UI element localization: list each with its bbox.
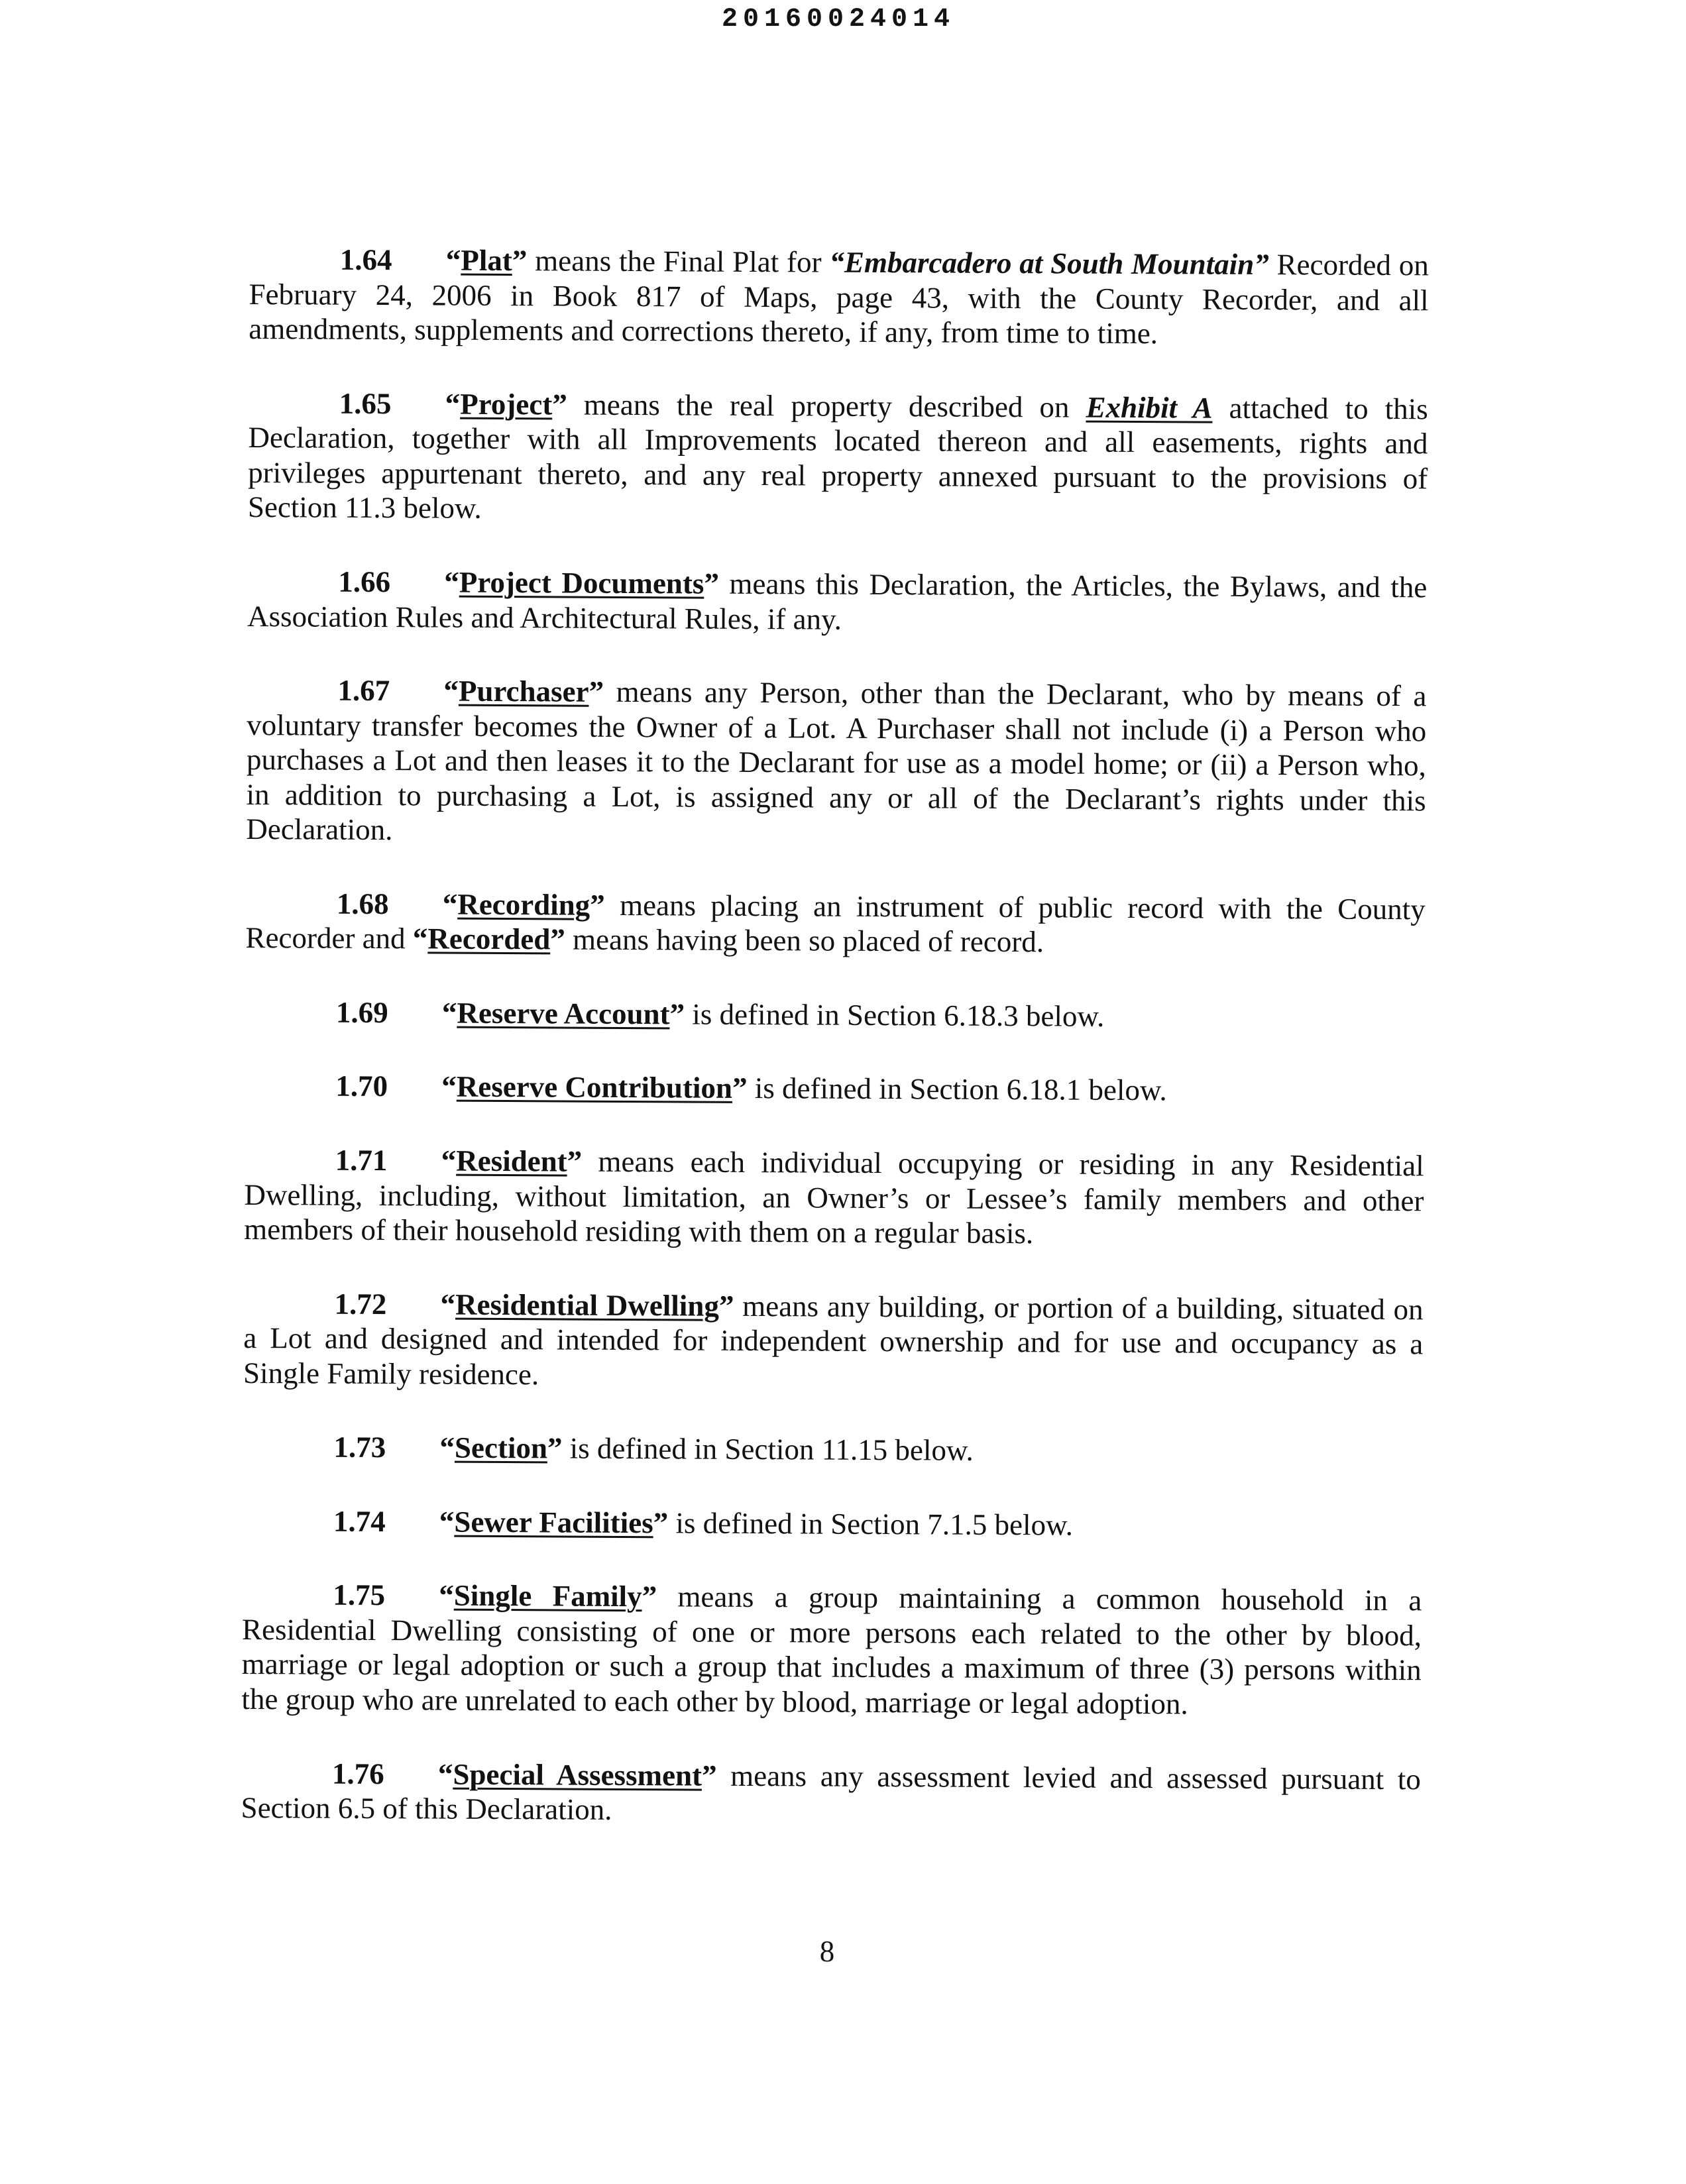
text-line [247,742,1426,783]
section-number: 1.75 [333,1578,386,1612]
definition-1-69 [245,995,1425,1036]
body-text: Declaration, together with all Improvements located thereon and all easements, rights and [248,421,1428,461]
text-line [242,1577,1422,1618]
text-line [242,1612,1422,1653]
text-line [245,1068,1424,1109]
quote-mark: “ [412,922,428,956]
text-line [245,920,1425,961]
body-text: Association Rules and Architectural Rules, if any. [247,599,842,636]
text-line [241,1682,1421,1723]
defined-term: Section [454,1431,548,1465]
defined-term: Special Assessment [453,1757,702,1792]
definition-1-64 [249,242,1429,353]
definition-1-67 [246,673,1426,853]
quote-mark: ” [552,388,567,421]
text-line [245,995,1425,1036]
text-line [243,1429,1422,1470]
section-number: 1.73 [333,1430,386,1464]
definition-1-74 [243,1503,1422,1545]
defined-term: Residential Dwelling [455,1287,720,1323]
quote-mark: “ [437,1757,453,1791]
body-text: is defined in Section 11.15 below. [562,1431,974,1468]
body-text: amendments, supplements and corrections thereto, if any, from time to time. [249,312,1158,351]
text-line [244,1212,1424,1253]
body-text: is defined in Section 6.18.3 below. [684,997,1105,1033]
body-text: means this Declaration, the Articles, the Bylaws, and the [718,567,1428,604]
body-text: is defined in Section 7.1.5 below. [668,1506,1074,1542]
section-number: 1.66 [338,565,391,599]
text-line [247,673,1426,714]
quote-mark: ” [701,1759,717,1792]
text-line [241,1790,1420,1831]
body-text: Dwelling, including, without limitation, an Owner’s or Lessee’s family members and other [244,1177,1424,1217]
quote-mark: “ [441,1144,457,1177]
quote-mark: ” [589,675,604,708]
text-line [248,490,1428,531]
text-line [248,420,1428,461]
body-text: Residential Dwelling consisting of one or more persons each related to the other by blood, [241,1612,1422,1653]
section-number: 1.76 [331,1757,384,1790]
defined-term: Single Family [453,1578,642,1613]
quote-mark: “ [443,674,459,708]
body-text: Recorder and [245,921,414,956]
text-line [246,777,1426,818]
body-text: privileges appurtenant thereto, and any real property annexed pursuant to the provisions of [248,455,1428,496]
text-line [246,812,1426,853]
quote-mark: ” [590,888,605,922]
defined-term: Resident [456,1144,567,1178]
quote-mark: “ [441,1069,457,1104]
body-text: Section 6.5 of this Declaration. [241,1791,612,1826]
emphasized-text: “Embarcadero at South Mountain” [829,245,1269,282]
section-number: 1.69 [335,995,388,1030]
body-text: means any assessment levied and assessed pursuant to [716,1759,1422,1796]
definition-1-66 [247,564,1428,640]
recording-number: 20160024014 [721,5,956,34]
text-line [244,1177,1424,1218]
definition-1-72 [243,1286,1424,1397]
section-number: 1.74 [333,1504,386,1538]
quote-mark: “ [441,996,457,1030]
text-line [249,242,1429,283]
defined-term: Purchaser [458,674,589,708]
definition-1-68 [245,886,1426,962]
body-text: Single Family residence. [243,1356,539,1392]
definition-1-70 [245,1068,1424,1109]
defined-term: Recorded [427,922,551,956]
quote-mark: ” [547,1431,563,1465]
page-number: 8 [819,1935,835,1968]
text-line [245,1142,1424,1183]
body-text: means the real property described on [567,388,1086,424]
text-line [247,564,1427,605]
body-text: the group who are unrelated to each other by blood, marriage or legal adoption. [241,1682,1188,1721]
section-number: 1.72 [334,1287,387,1321]
defined-term: Project Documents [459,565,704,600]
text-line [243,1321,1423,1362]
text-line [249,386,1428,427]
body-text: Section 11.3 below. [247,490,482,525]
text-line [241,1755,1421,1796]
quote-mark: “ [439,1431,455,1464]
defined-term: Reserve Account [457,996,670,1031]
quote-mark: ” [718,1289,734,1323]
section-number: 1.71 [335,1143,388,1177]
body-text: Declaration. [246,812,393,847]
text-line [249,277,1428,318]
body-text: a Lot and designed and intended for independent ownership and for use and occupancy as a [243,1321,1424,1361]
defined-term: Recording [457,887,590,922]
body-text: members of their household residing with them on a regular basis. [244,1213,1034,1250]
defined-term: Sewer Facilities [454,1505,653,1539]
quote-mark: ” [567,1144,583,1178]
quote-mark: “ [440,1287,456,1321]
section-number: 1.70 [335,1069,388,1103]
definition-1-75 [241,1577,1422,1723]
body-text: marriage or legal adoption or such a group that includes a maximum of three (3) persons within [241,1647,1422,1687]
quote-mark: ” [550,922,565,956]
text-line [242,1647,1422,1688]
body-text: means any building, or portion of a building, situated on [734,1289,1424,1326]
body-text: means a group maintaining a common household in a [657,1580,1422,1617]
quote-mark: “ [445,243,461,277]
body-text: means any Person, other than the Declarant, who by means of a [603,675,1427,713]
section-number: 1.64 [339,243,392,277]
text-line [243,1503,1422,1545]
text-line [246,886,1426,927]
body-text: attached to this [1212,391,1428,425]
quote-mark: “ [439,1578,454,1612]
body-text: in addition to purchasing a Lot, is assigned any or all of the Declarant’s rights under this [246,777,1426,818]
defined-term: Reserve Contribution [456,1070,733,1105]
section-number: 1.65 [339,386,392,420]
defined-term: Project [460,387,553,421]
quote-mark: ” [512,244,528,278]
quote-mark: ” [732,1071,748,1105]
text-line [247,708,1426,749]
body-text: means each individual occupying or residing in any Residential [582,1144,1424,1183]
body-text: is defined in Section 6.18.1 below. [747,1071,1167,1107]
emphasized-underlined-text: Exhibit A [1086,390,1213,425]
body-text: means having been so placed of record. [565,922,1044,959]
quote-mark: “ [439,1505,455,1539]
quote-mark: “ [442,887,458,921]
body-text: Recorded on [1268,248,1429,282]
quote-mark: “ [445,387,461,421]
definition-1-76 [241,1755,1421,1831]
definition-1-73 [243,1429,1422,1470]
text-line [249,311,1428,353]
quote-mark: ” [653,1505,669,1540]
text-line [248,455,1428,496]
body-text: means placing an instrument of public record with the County [604,888,1426,926]
definition-1-65 [248,386,1428,531]
text-line [243,1356,1423,1397]
quote-mark: “ [444,565,459,599]
body-text: means the Final Plat for [527,244,830,279]
text-line [243,1286,1423,1327]
defined-term: Plat [461,243,512,278]
quote-mark: ” [704,567,720,600]
section-number: 1.68 [336,887,389,920]
text-line [247,599,1427,640]
quote-mark: ” [669,997,685,1031]
body-text: voluntary transfer becomes the Owner of a Lot. A Purchaser shall not include (i) a Person who [247,708,1427,747]
quote-mark: ” [642,1580,657,1613]
definition-1-71 [244,1142,1424,1253]
body-text: purchases a Lot and then leases it to the Declarant for use as a model home; or (ii) a Person who, [246,743,1427,783]
body-text: February 24, 2006 in Book 817 of Maps, page 43, with the County Recorder, and all [249,277,1429,317]
definitions-body [241,242,1428,1831]
section-number: 1.67 [337,673,390,708]
